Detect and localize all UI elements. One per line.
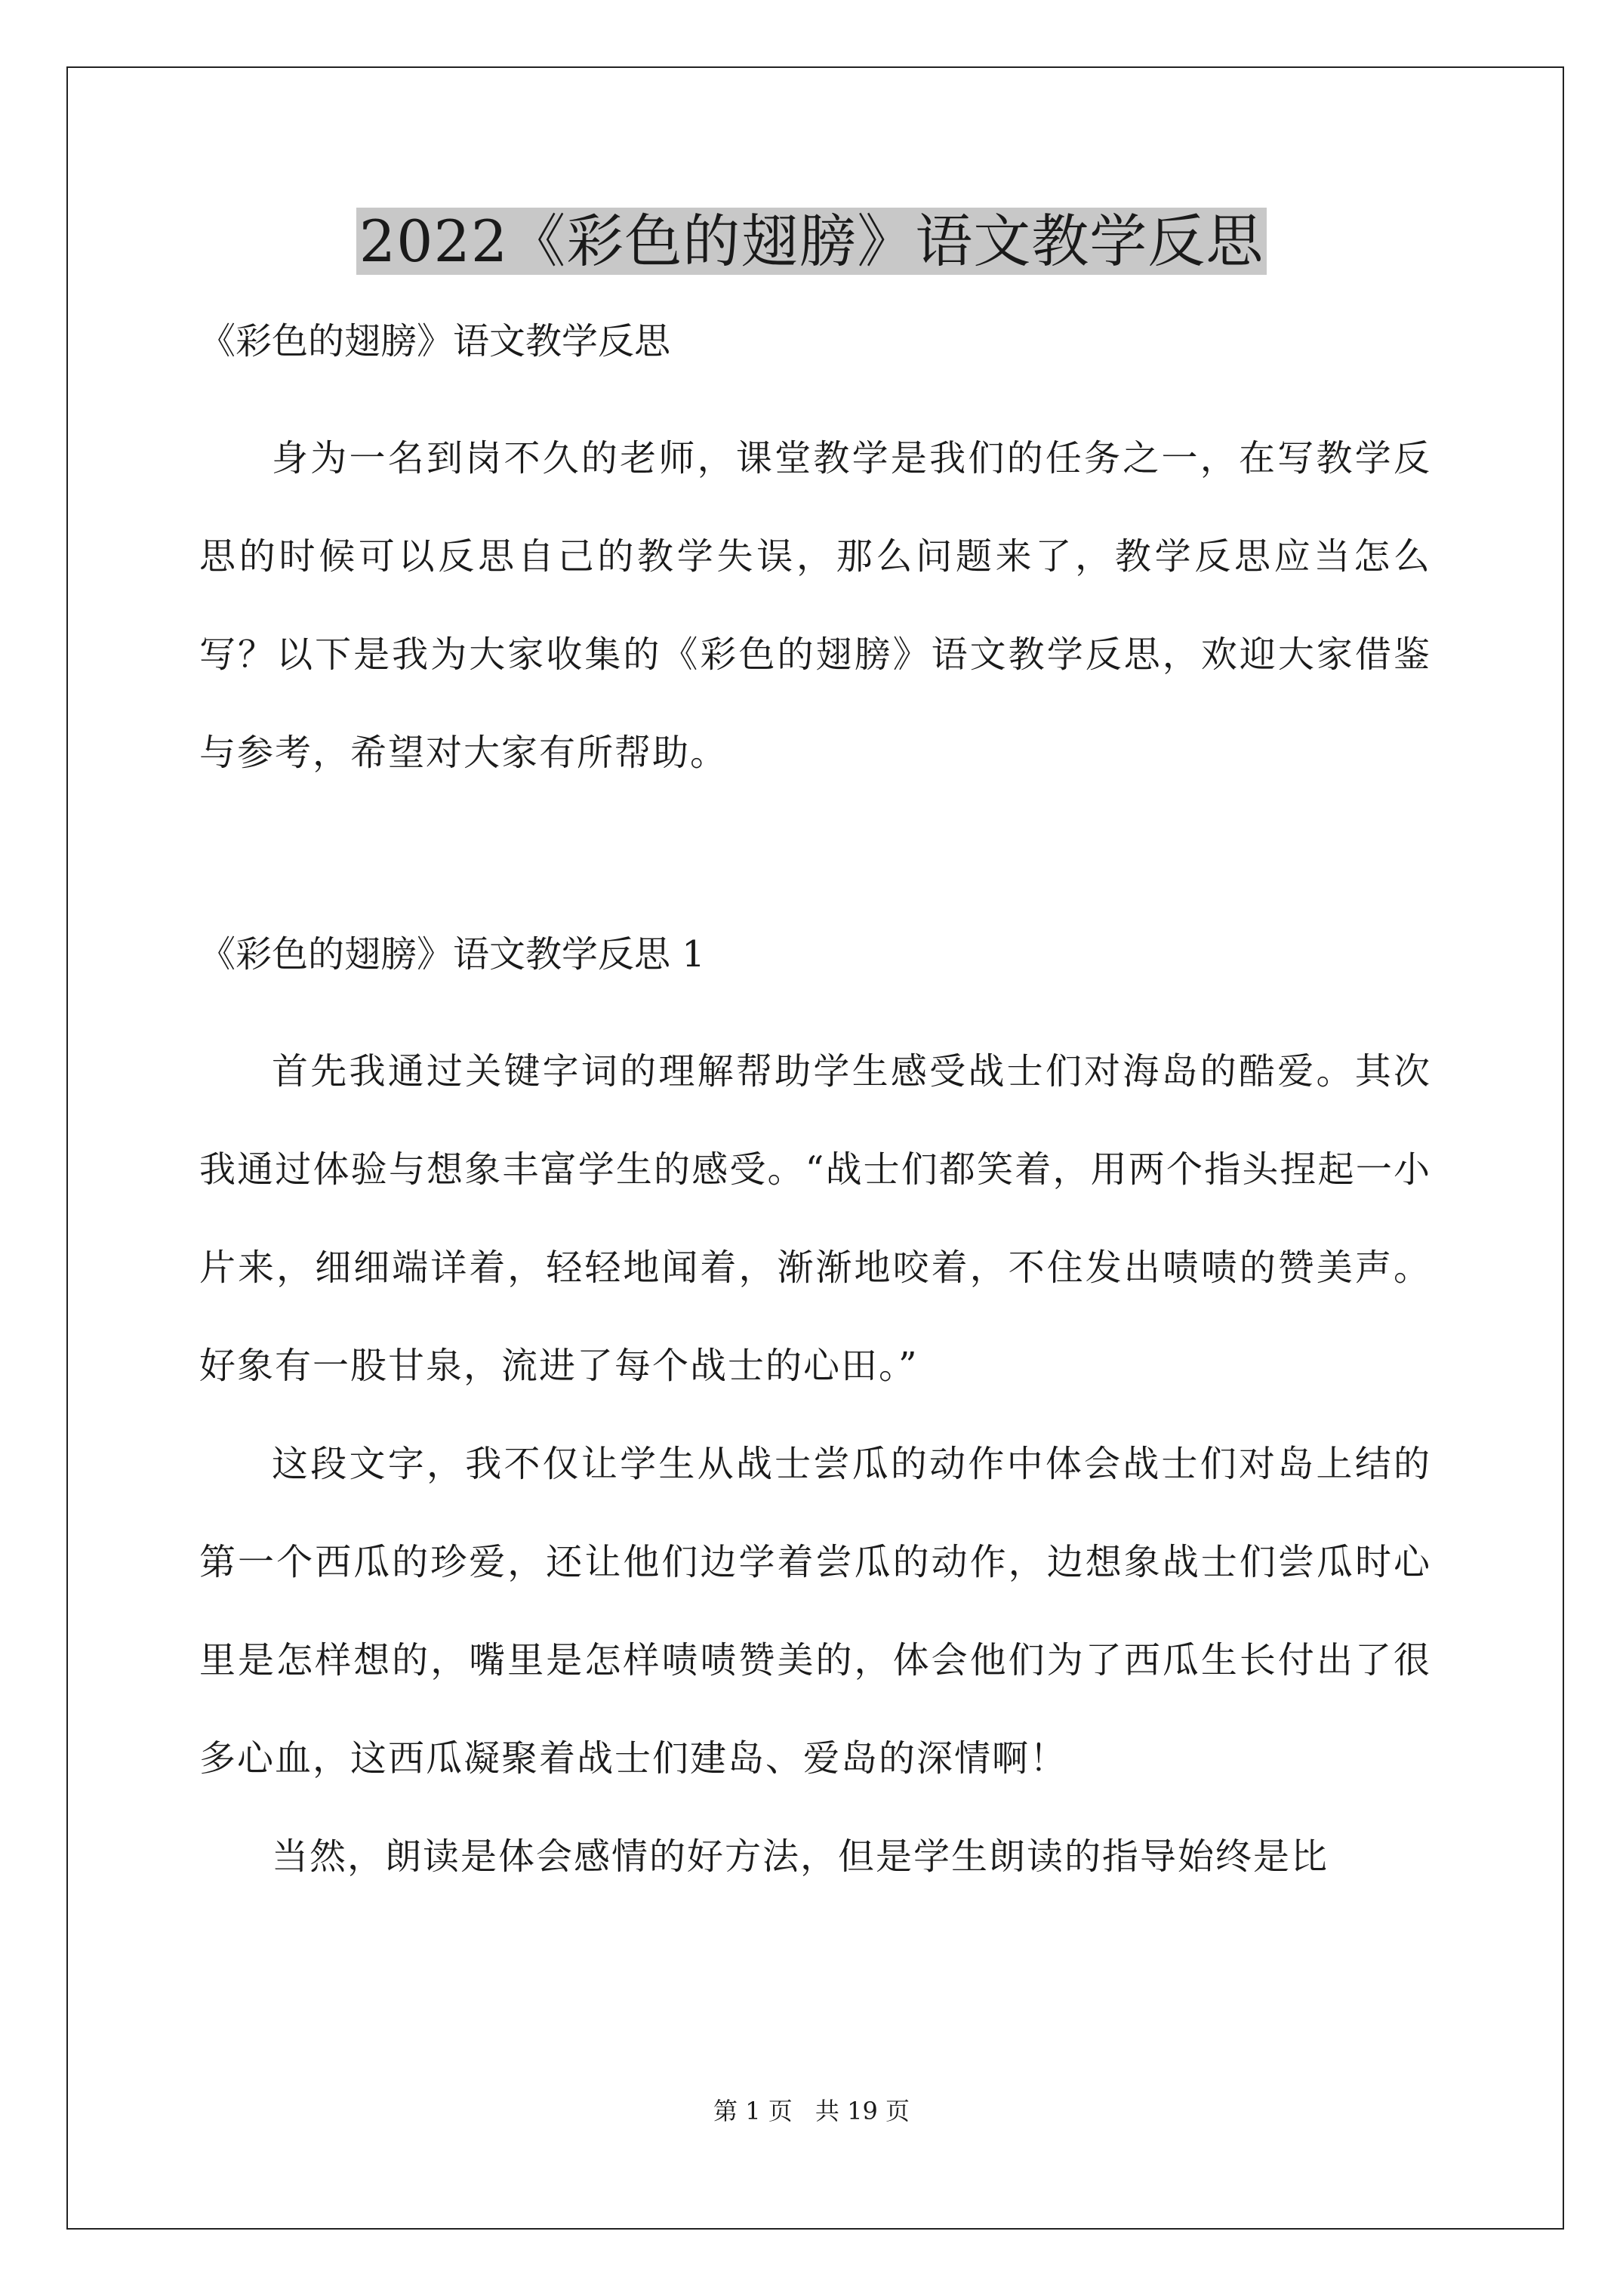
document-body [199, 305, 1431, 1906]
section1-paragraph-3: 当然，朗读是体会感情的好方法，但是学生朗读的指导始终是比 [272, 1835, 1329, 1878]
section1-heading: 《彩色的翅膀》语文教学反思 1 [199, 933, 705, 975]
document-title-text: 2022《彩色的翅膀》语文教学反思 [356, 208, 1267, 275]
page-number-total: 共 19 页 [815, 2097, 910, 2125]
page-footer [0, 2096, 1623, 2126]
intro-paragraph: 身为一名到岗不久的老师，课堂教学是我们的任务之一，在写教学反思的时候可以反思自己的教学失误，那么问题来了，教学反思应当怎么写？以下是我为大家收集的《彩色的翅膀》语文教学反思，欢迎大家借鉴与参考，希望对大家有所帮助。 [199, 437, 1431, 774]
section1-paragraph-2: 这段文字，我不仅让学生从战士尝瓜的动作中体会战士们对岛上结的第一个西瓜的珍爱，还让他们边学着尝瓜的动作，边想象战士们尝瓜时心里是怎样想的，嘴里是怎样啧啧赞美的，体会他们为了西瓜生长付出了很多心血，这西瓜凝聚着战士们建岛、爱岛的深情啊！ [199, 1443, 1431, 1780]
page-number-current: 第 1 页 [713, 2097, 793, 2125]
document-title [0, 205, 1623, 278]
section1-paragraph-1: 首先我通过关键字词的理解帮助学生感受战士们对海岛的酷爱。其次我通过体验与想象丰富学生的感受。“战士们都笑着，用两个指头捏起一小片来，细细端详着，轻轻地闻着，渐渐地咬着，不住发出啧啧的赞美声。好象有一股甘泉，流进了每个战士的心田。” [199, 1050, 1431, 1387]
intro-heading: 《彩色的翅膀》语文教学反思 [199, 320, 671, 362]
